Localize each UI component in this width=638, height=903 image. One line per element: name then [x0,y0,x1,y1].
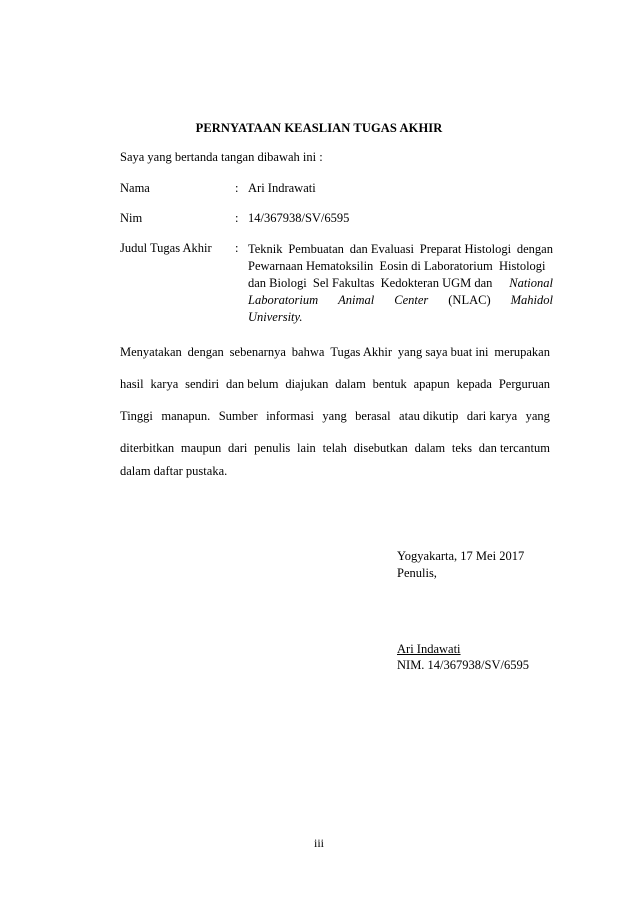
field-label-nama: Nama [120,181,150,195]
statement-word: atau dikutip [399,409,459,423]
statement-word: sendiri [185,377,220,391]
judul-word-italic: University. [248,310,303,324]
statement-word: telah [322,441,347,455]
statement-word: maupun [180,441,222,455]
statement-word: penulis [254,441,291,455]
judul-word-italic: Laboratorium [248,293,319,307]
statement-word: Sumber [218,409,258,423]
judul-word-italic: Center [394,293,429,307]
statement-word: hasil [120,377,144,391]
statement-word: dalam daftar pustaka. [120,464,228,478]
statement-word: yang [322,409,347,423]
judul-line [248,241,553,258]
judul-line [248,292,553,309]
field-label-nim: Nim [120,211,143,225]
intro-text: Saya yang bertanda tangan dibawah ini : [120,150,323,164]
judul-line [248,258,553,275]
judul-word-italic: National [509,276,553,290]
field-colon: : [235,181,239,195]
statement-word: dan belum [226,377,279,391]
judul-word-italic: Mahidol [510,293,553,307]
statement-word: yang [525,409,550,423]
statement-word: karya [150,377,179,391]
page-number: iii [313,836,324,850]
statement-word: Tinggi [120,409,153,423]
statement-word: apapun [413,377,450,391]
judul-word: Pembuatan [288,242,344,256]
statement-word: diajukan [285,377,329,391]
judul-word: dengan [516,242,553,256]
statement-line [120,439,550,457]
field-colon: : [235,211,239,225]
judul-line [248,309,553,326]
judul-word: Teknik [248,242,283,256]
signature-place-date: Yogyakarta, 17 Mei 2017 [397,549,525,563]
statement-word: berasal [355,409,391,423]
judul-word: Preparat Histologi [419,242,512,256]
statement-word: diterbitkan [120,441,175,455]
statement-word: lain [297,441,316,455]
statement-word: Menyatakan [120,345,182,359]
statement-word: dari [227,441,248,455]
statement-word: merupakan [494,345,550,359]
statement-line [120,407,550,425]
statement-word: bahwa [291,345,325,359]
statement-word: Tugas Akhir [330,345,393,359]
statement-line [120,462,550,480]
signature-role: Penulis, [397,566,437,580]
statement-word: kepada [456,377,492,391]
statement-word: dalam [335,377,366,391]
judul-word: Pewarnaan Hematoksilin Eosin di Laboratorium Histologi [248,259,546,273]
statement-word: dalam [414,441,446,455]
statement-word: informasi [266,409,314,423]
statement-word: teks [451,441,473,455]
statement-word: Perguruan [498,377,550,391]
document-title: PERNYATAAN KEASLIAN TUGAS AKHIR [195,121,443,135]
signature-name: Ari Indawati [397,642,461,656]
field-label-judul: Judul Tugas Akhir [120,241,212,255]
judul-word: dan Biologi Sel Fakultas Kedokteran UGM dan [248,276,493,290]
statement-word: dengan [187,345,224,359]
field-value-nim: 14/367938/SV/6595 [248,211,350,225]
signature-nim: NIM. 14/367938/SV/6595 [397,658,529,672]
judul-word-italic: Animal [338,293,375,307]
judul-word: (NLAC) [448,293,491,307]
statement-line [120,343,550,361]
judul-line [248,275,553,292]
statement-word: disebutkan [353,441,408,455]
field-value-nama: Ari Indrawati [248,181,316,195]
statement-word: bentuk [372,377,407,391]
statement-word: dari karya [466,409,518,423]
statement-word: sebenarnya [229,345,286,359]
statement-word: dan tercantum [478,441,550,455]
field-colon: : [235,241,239,255]
statement-word: manapun. [161,409,211,423]
judul-word: dan Evaluasi [349,242,414,256]
field-value-judul [248,241,553,326]
statement-line [120,375,550,393]
statement-word: yang saya buat ini [397,345,489,359]
